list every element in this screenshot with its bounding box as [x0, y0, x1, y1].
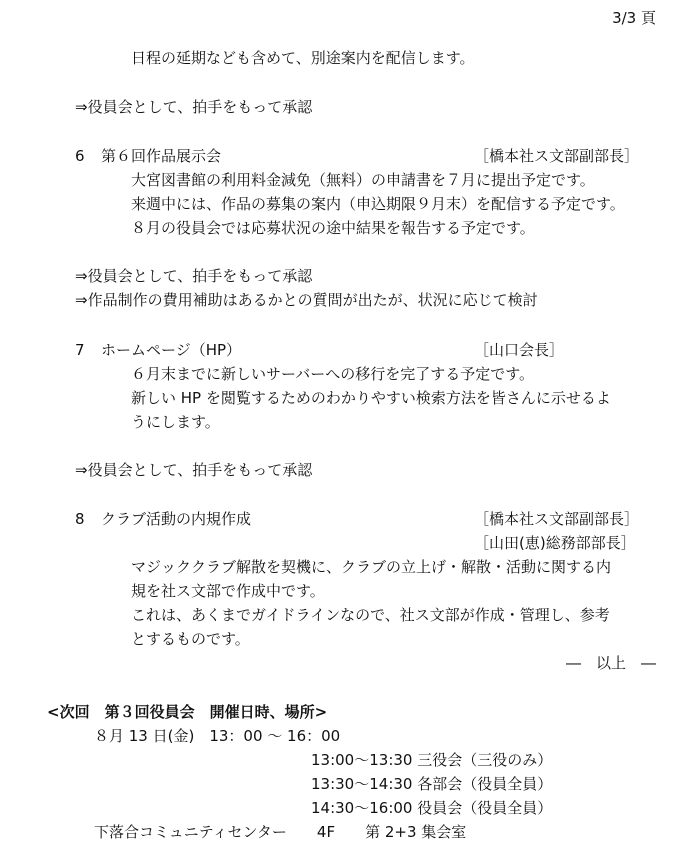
section-8-owner: ［橋本社ス文部副部長］	[474, 510, 640, 528]
section-8-line: とするものです。	[131, 630, 250, 648]
schedule-row: 13:30～14:30 各部会（役員全員）	[311, 775, 553, 793]
closing-mark: ― 以上 ―	[565, 654, 656, 672]
section-7-owner: ［山口会長］	[474, 341, 565, 359]
section-6-owner: ［橋本社ス文部副部長］	[474, 147, 640, 165]
approval-line-2: ⇒役員会として、拍手をもって承認	[75, 267, 313, 285]
section-8-line: これは、あくまでガイドラインなので、社ス文部が作成・管理し、参考	[131, 606, 610, 624]
schedule-row: 13:00～13:30 三役会（三役のみ）	[311, 751, 553, 769]
section-6-number: 6	[75, 147, 85, 165]
section-6-title: 第６回作品展示会	[101, 147, 222, 165]
section-8-number: 8	[75, 510, 85, 528]
section-8-line: マジッククラブ解散を契機に、クラブの立上げ・解散・活動に関する内	[131, 558, 612, 576]
section-8-line: 規を社ス文部で作成中です。	[131, 582, 325, 600]
intro-line: 日程の延期なども含めて、別途案内を配信します。	[131, 49, 475, 67]
section-7-line: うにします。	[131, 413, 220, 431]
next-meeting-venue: 下落合コミュニティセンター 4F 第 2+3 集会室	[94, 823, 467, 841]
section-6-note: ⇒作品制作の費用補助はあるかとの質問が出たが、状況に応じて検討	[75, 291, 538, 309]
schedule-row: 14:30～16:00 役員会（役員全員）	[311, 799, 553, 817]
section-8-owner: ［山田(恵)総務部部長］	[474, 534, 636, 552]
section-6-line: ８月の役員会では応募状況の途中結果を報告する予定です。	[131, 219, 535, 237]
section-7-line: ６月末までに新しいサーバーへの移行を完了する予定です。	[131, 365, 535, 383]
section-6-line: 来週中には、作品の募集の案内（申込期限９月末）を配信する予定です。	[131, 195, 625, 213]
section-7-title: ホームページ（HP）	[101, 341, 242, 359]
section-8-title: クラブ活動の内規作成	[101, 510, 252, 528]
next-meeting-heading: <次回 第３回役員会 開催日時、場所>	[47, 703, 328, 721]
section-6-line: 大宮図書館の利用料金減免（無料）の申請書を７月に提出予定です。	[131, 171, 595, 189]
page-number: 3/3 頁	[612, 9, 656, 27]
next-meeting-datetime: ８月 13 日(金) 13：00 ～ 16：00	[94, 727, 341, 745]
section-7-number: 7	[75, 341, 85, 359]
approval-line-1: ⇒役員会として、拍手をもって承認	[75, 98, 313, 116]
section-7-line: 新しい HP を閲覧するためのわかりやすい検索方法を皆さんに示せるよ	[131, 389, 611, 407]
approval-line-3: ⇒役員会として、拍手をもって承認	[75, 461, 313, 479]
